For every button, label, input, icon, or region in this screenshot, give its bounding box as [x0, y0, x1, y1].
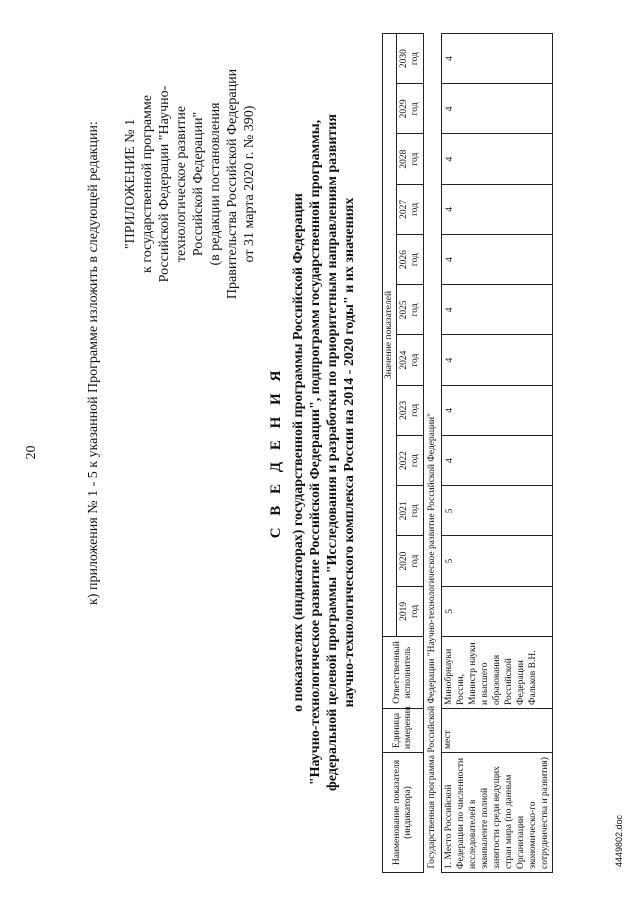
header-year: [397, 486, 424, 536]
year-number: 2024: [399, 350, 409, 370]
year-number: 2029: [399, 99, 409, 119]
year-suffix: год: [410, 353, 420, 367]
year-number: 2030: [399, 49, 409, 69]
value-cell: 5: [442, 536, 553, 586]
appendix-line: технологическое развитие: [174, 105, 189, 263]
year-suffix: год: [410, 253, 420, 267]
year-number: 2023: [399, 400, 409, 420]
value-cell: 4: [442, 335, 553, 385]
appendix-heading: [122, 39, 258, 329]
header-unit: Единица измерения: [383, 709, 424, 753]
header-year: [397, 586, 424, 636]
header-year: [397, 34, 424, 84]
subtitle-line: "Научно-технологическое развитие Российской Федерации", подпрограмм государственной программы,: [308, 119, 323, 786]
header-responsible: Ответственный исполнитель: [383, 637, 424, 709]
year-number: 2022: [399, 451, 409, 471]
value-cell: 5: [442, 486, 553, 536]
table-row: [442, 34, 553, 873]
value-cell: 4: [442, 34, 553, 84]
header-year: [397, 335, 424, 385]
year-suffix: год: [410, 152, 420, 166]
doc-filename: 4449802.doc: [614, 814, 624, 867]
year-number: 2020: [399, 551, 409, 571]
value-cell: 4: [442, 184, 553, 234]
header-year: [397, 285, 424, 335]
year-number: 2027: [399, 199, 409, 219]
year-suffix: год: [410, 504, 420, 518]
appendix-line: (в редакции постановления: [208, 102, 223, 266]
header-year: [397, 436, 424, 486]
appendix-line: от 31 марта 2020 г. № 390): [242, 105, 257, 263]
year-suffix: год: [410, 554, 420, 568]
header-year: [397, 184, 424, 234]
indicator-name: 1. Место Российской Федерации по численности исследователей в эквиваленте полной занятости среди ведущих стран мира (по данным Организации экономическо-го сотрудничества и развития): [442, 753, 553, 873]
header-name: Наименование показателя (индикатора): [383, 753, 424, 873]
header-year: [397, 235, 424, 285]
subtitle-line: о показателях (индикаторах) государственной программы Российской Федерации: [291, 193, 306, 712]
year-suffix: год: [410, 303, 420, 317]
year-number: 2026: [399, 250, 409, 270]
appendix-line: Российской Федерации": [191, 111, 206, 257]
section-row: [424, 34, 442, 873]
appendix-line: к государственной программе: [140, 95, 155, 273]
value-cell: 4: [442, 436, 553, 486]
value-cell: 4: [442, 134, 553, 184]
year-suffix: год: [410, 202, 420, 216]
year-number: 2021: [399, 501, 409, 521]
indicators-table: [382, 33, 553, 873]
year-number: 2025: [399, 300, 409, 320]
year-number: 2019: [399, 601, 409, 621]
appendix-line: "ПРИЛОЖЕНИЕ № 1: [123, 118, 138, 250]
year-suffix: год: [410, 403, 420, 417]
appendix-line: Правительства Российской Федерации: [225, 68, 240, 300]
subtitle-line: научно-технологического комплекса России на 2014 - 2020 годы" и их значениях: [342, 197, 357, 708]
header-row: [383, 34, 397, 873]
header-year: [397, 385, 424, 435]
value-cell: 4: [442, 235, 553, 285]
year-suffix: год: [410, 604, 420, 618]
subtitle-line: федеральной целевой программы "Исследования и разработки по приоритетным направлениям развития: [325, 114, 340, 791]
header-values-group: Значение показателей: [383, 34, 397, 637]
document-subtitle: [290, 0, 358, 905]
page-number: 20: [24, 445, 39, 460]
year-number: 2028: [399, 149, 409, 169]
indicator-responsible: Минобрнауки России, Министр науки и высшего образования Российской Федерации Фальков В.Н.: [442, 637, 553, 709]
section-label: Государственная программа Российской Федерации "Научно-технологическое развитие Российской Федерации": [427, 412, 437, 869]
year-suffix: год: [410, 454, 420, 468]
document-title: С В Е Д Е Н И Я: [268, 366, 284, 539]
year-suffix: год: [410, 102, 420, 116]
value-cell: 4: [442, 285, 553, 335]
intro-line: к) приложения № 1 - 5 к указанной Программе изложить в следующей редакции:: [86, 121, 101, 605]
header-year: [397, 84, 424, 134]
indicator-unit: мест: [442, 709, 553, 753]
year-suffix: год: [410, 52, 420, 66]
header-year: [397, 134, 424, 184]
header-year: [397, 536, 424, 586]
value-cell: 4: [442, 84, 553, 134]
appendix-line: Российской Федерации "Научно-: [157, 85, 172, 283]
value-cell: 5: [442, 586, 553, 636]
value-cell: 4: [442, 385, 553, 435]
